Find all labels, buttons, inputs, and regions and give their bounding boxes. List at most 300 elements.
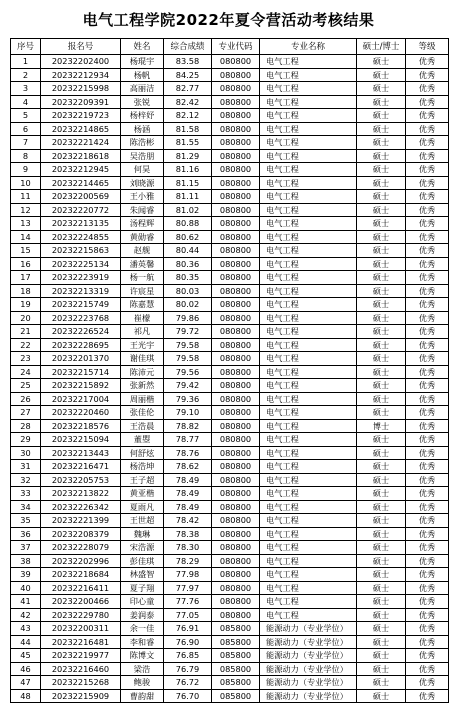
row-number-cell: 35 xyxy=(11,514,41,528)
score-cell: 78.62 xyxy=(164,460,212,474)
table-row xyxy=(11,406,449,420)
table-row xyxy=(11,176,449,190)
column-header: 报名号 xyxy=(41,39,121,55)
score-cell: 78.49 xyxy=(164,500,212,514)
name-cell: 鲍骏 xyxy=(121,676,164,690)
name-cell: 祁凡 xyxy=(121,325,164,339)
major-name-cell: 电气工程 xyxy=(260,392,357,406)
major-code-cell: 080800 xyxy=(212,217,260,231)
degree-cell: 硕士 xyxy=(357,257,406,271)
major-name-cell: 电气工程 xyxy=(260,406,357,420)
table-row xyxy=(11,446,449,460)
score-cell: 78.76 xyxy=(164,446,212,460)
name-cell: 彭佳琪 xyxy=(121,554,164,568)
major-code-cell: 080800 xyxy=(212,271,260,285)
table-row xyxy=(11,244,449,258)
table-header-row xyxy=(11,39,449,55)
score-cell: 81.15 xyxy=(164,176,212,190)
registration-number-cell: 20232225134 xyxy=(41,257,121,271)
registration-number-cell: 20232212945 xyxy=(41,163,121,177)
major-code-cell: 080800 xyxy=(212,176,260,190)
score-cell: 79.56 xyxy=(164,365,212,379)
row-number-cell: 25 xyxy=(11,379,41,393)
major-code-cell: 085800 xyxy=(212,676,260,690)
major-name-cell: 电气工程 xyxy=(260,230,357,244)
major-name-cell: 电气工程 xyxy=(260,446,357,460)
score-cell: 76.72 xyxy=(164,676,212,690)
major-code-cell: 080800 xyxy=(212,473,260,487)
major-code-cell: 080800 xyxy=(212,581,260,595)
grade-cell: 优秀 xyxy=(406,298,449,312)
major-code-cell: 080800 xyxy=(212,338,260,352)
name-cell: 夏雨凡 xyxy=(121,500,164,514)
name-cell: 陈博文 xyxy=(121,649,164,663)
name-cell: 王浩晨 xyxy=(121,419,164,433)
row-number-cell: 4 xyxy=(11,95,41,109)
registration-number-cell: 20232215892 xyxy=(41,379,121,393)
registration-number-cell: 20232205753 xyxy=(41,473,121,487)
registration-number-cell: 20232217004 xyxy=(41,392,121,406)
major-name-cell: 电气工程 xyxy=(260,257,357,271)
grade-cell: 优秀 xyxy=(406,284,449,298)
score-cell: 79.72 xyxy=(164,325,212,339)
table-row xyxy=(11,514,449,528)
grade-cell: 优秀 xyxy=(406,392,449,406)
major-name-cell: 能源动力（专业学位） xyxy=(260,622,357,636)
grade-cell: 优秀 xyxy=(406,487,449,501)
row-number-cell: 44 xyxy=(11,635,41,649)
grade-cell: 优秀 xyxy=(406,662,449,676)
major-code-cell: 080800 xyxy=(212,527,260,541)
major-name-cell: 电气工程 xyxy=(260,325,357,339)
score-cell: 81.16 xyxy=(164,163,212,177)
score-cell: 78.77 xyxy=(164,433,212,447)
major-name-cell: 电气工程 xyxy=(260,217,357,231)
major-name-cell: 电气工程 xyxy=(260,608,357,622)
registration-number-cell: 20232215749 xyxy=(41,298,121,312)
column-header: 硕士/博士 xyxy=(357,39,406,55)
table-row xyxy=(11,433,449,447)
table-row xyxy=(11,352,449,366)
grade-cell: 优秀 xyxy=(406,325,449,339)
score-cell: 79.42 xyxy=(164,379,212,393)
major-code-cell: 085800 xyxy=(212,635,260,649)
row-number-cell: 18 xyxy=(11,284,41,298)
major-name-cell: 电气工程 xyxy=(260,473,357,487)
table-row xyxy=(11,554,449,568)
degree-cell: 硕士 xyxy=(357,311,406,325)
table-row xyxy=(11,190,449,204)
score-cell: 82.77 xyxy=(164,82,212,96)
major-name-cell: 电气工程 xyxy=(260,338,357,352)
grade-cell: 优秀 xyxy=(406,446,449,460)
major-name-cell: 电气工程 xyxy=(260,109,357,123)
grade-cell: 优秀 xyxy=(406,55,449,69)
degree-cell: 博士 xyxy=(357,419,406,433)
major-name-cell: 电气工程 xyxy=(260,352,357,366)
table-row xyxy=(11,527,449,541)
major-code-cell: 080800 xyxy=(212,257,260,271)
score-cell: 76.91 xyxy=(164,622,212,636)
table-row xyxy=(11,149,449,163)
name-cell: 夏子翔 xyxy=(121,581,164,595)
registration-number-cell: 20232221424 xyxy=(41,136,121,150)
degree-cell: 硕士 xyxy=(357,55,406,69)
degree-cell: 硕士 xyxy=(357,500,406,514)
major-code-cell: 085800 xyxy=(212,689,260,703)
name-cell: 曹韵甜 xyxy=(121,689,164,703)
score-cell: 81.58 xyxy=(164,122,212,136)
major-code-cell: 080800 xyxy=(212,203,260,217)
registration-number-cell: 20232209391 xyxy=(41,95,121,109)
table-row xyxy=(11,419,449,433)
major-code-cell: 080800 xyxy=(212,595,260,609)
table-row xyxy=(11,338,449,352)
table-row xyxy=(11,95,449,109)
score-cell: 82.12 xyxy=(164,109,212,123)
registration-number-cell: 20232229780 xyxy=(41,608,121,622)
grade-cell: 优秀 xyxy=(406,311,449,325)
score-cell: 80.62 xyxy=(164,230,212,244)
degree-cell: 硕士 xyxy=(357,622,406,636)
major-name-cell: 能源动力（专业学位） xyxy=(260,635,357,649)
major-code-cell: 080800 xyxy=(212,514,260,528)
registration-number-cell: 20232218684 xyxy=(41,568,121,582)
row-number-cell: 36 xyxy=(11,527,41,541)
row-number-cell: 22 xyxy=(11,338,41,352)
degree-cell: 硕士 xyxy=(357,689,406,703)
major-code-cell: 080800 xyxy=(212,352,260,366)
degree-cell: 硕士 xyxy=(357,244,406,258)
major-name-cell: 电气工程 xyxy=(260,95,357,109)
table-row xyxy=(11,487,449,501)
grade-cell: 优秀 xyxy=(406,230,449,244)
degree-cell: 硕士 xyxy=(357,325,406,339)
registration-number-cell: 20232215998 xyxy=(41,82,121,96)
registration-number-cell: 20232215714 xyxy=(41,365,121,379)
degree-cell: 硕士 xyxy=(357,379,406,393)
row-number-cell: 20 xyxy=(11,311,41,325)
table-row xyxy=(11,68,449,82)
registration-number-cell: 20232228695 xyxy=(41,338,121,352)
degree-cell: 硕士 xyxy=(357,95,406,109)
major-code-cell: 080800 xyxy=(212,244,260,258)
name-cell: 杨梓妤 xyxy=(121,109,164,123)
degree-cell: 硕士 xyxy=(357,149,406,163)
name-cell: 张佳伦 xyxy=(121,406,164,420)
row-number-cell: 6 xyxy=(11,122,41,136)
registration-number-cell: 20232219977 xyxy=(41,649,121,663)
name-cell: 陈沛元 xyxy=(121,365,164,379)
name-cell: 潘英馨 xyxy=(121,257,164,271)
name-cell: 许宸星 xyxy=(121,284,164,298)
registration-number-cell: 20232220772 xyxy=(41,203,121,217)
column-header: 等级 xyxy=(406,39,449,55)
grade-cell: 优秀 xyxy=(406,635,449,649)
grade-cell: 优秀 xyxy=(406,244,449,258)
name-cell: 王小雅 xyxy=(121,190,164,204)
registration-number-cell: 20232223919 xyxy=(41,271,121,285)
major-name-cell: 能源动力（专业学位） xyxy=(260,662,357,676)
degree-cell: 硕士 xyxy=(357,392,406,406)
table-row xyxy=(11,460,449,474)
name-cell: 杨一航 xyxy=(121,271,164,285)
grade-cell: 优秀 xyxy=(406,514,449,528)
grade-cell: 优秀 xyxy=(406,608,449,622)
major-code-cell: 080800 xyxy=(212,163,260,177)
table-row xyxy=(11,230,449,244)
row-number-cell: 13 xyxy=(11,217,41,231)
grade-cell: 优秀 xyxy=(406,500,449,514)
major-name-cell: 电气工程 xyxy=(260,55,357,69)
score-cell: 81.11 xyxy=(164,190,212,204)
degree-cell: 硕士 xyxy=(357,676,406,690)
row-number-cell: 31 xyxy=(11,460,41,474)
name-cell: 黄亚楷 xyxy=(121,487,164,501)
major-code-cell: 080800 xyxy=(212,325,260,339)
major-name-cell: 电气工程 xyxy=(260,149,357,163)
grade-cell: 优秀 xyxy=(406,190,449,204)
row-number-cell: 8 xyxy=(11,149,41,163)
score-cell: 82.42 xyxy=(164,95,212,109)
major-name-cell: 电气工程 xyxy=(260,581,357,595)
registration-number-cell: 20232213135 xyxy=(41,217,121,231)
grade-cell: 优秀 xyxy=(406,689,449,703)
major-code-cell: 080800 xyxy=(212,433,260,447)
table-row xyxy=(11,635,449,649)
row-number-cell: 43 xyxy=(11,622,41,636)
name-cell: 张锐 xyxy=(121,95,164,109)
degree-cell: 硕士 xyxy=(357,109,406,123)
row-number-cell: 19 xyxy=(11,298,41,312)
row-number-cell: 16 xyxy=(11,257,41,271)
row-number-cell: 21 xyxy=(11,325,41,339)
row-number-cell: 45 xyxy=(11,649,41,663)
table-row xyxy=(11,257,449,271)
degree-cell: 硕士 xyxy=(357,460,406,474)
score-cell: 79.58 xyxy=(164,338,212,352)
table-row xyxy=(11,365,449,379)
table-row xyxy=(11,595,449,609)
name-cell: 何昊 xyxy=(121,163,164,177)
row-number-cell: 17 xyxy=(11,271,41,285)
row-number-cell: 39 xyxy=(11,568,41,582)
registration-number-cell: 20232200466 xyxy=(41,595,121,609)
table-row xyxy=(11,109,449,123)
major-name-cell: 电气工程 xyxy=(260,244,357,258)
name-cell: 董曌 xyxy=(121,433,164,447)
major-code-cell: 080800 xyxy=(212,190,260,204)
table-row xyxy=(11,271,449,285)
name-cell: 王子超 xyxy=(121,473,164,487)
grade-cell: 优秀 xyxy=(406,338,449,352)
major-code-cell: 080800 xyxy=(212,68,260,82)
table-row xyxy=(11,500,449,514)
registration-number-cell: 20232226342 xyxy=(41,500,121,514)
grade-cell: 优秀 xyxy=(406,568,449,582)
major-code-cell: 080800 xyxy=(212,230,260,244)
registration-number-cell: 20232216471 xyxy=(41,460,121,474)
degree-cell: 硕士 xyxy=(357,595,406,609)
grade-cell: 优秀 xyxy=(406,554,449,568)
score-cell: 77.97 xyxy=(164,581,212,595)
row-number-cell: 24 xyxy=(11,365,41,379)
row-number-cell: 9 xyxy=(11,163,41,177)
degree-cell: 硕士 xyxy=(357,406,406,420)
degree-cell: 硕士 xyxy=(357,190,406,204)
table-row xyxy=(11,163,449,177)
major-name-cell: 电气工程 xyxy=(260,136,357,150)
table-row xyxy=(11,541,449,555)
registration-number-cell: 20232224855 xyxy=(41,230,121,244)
grade-cell: 优秀 xyxy=(406,473,449,487)
degree-cell: 硕士 xyxy=(357,203,406,217)
grade-cell: 优秀 xyxy=(406,149,449,163)
name-cell: 王光宇 xyxy=(121,338,164,352)
major-name-cell: 电气工程 xyxy=(260,122,357,136)
major-code-cell: 080800 xyxy=(212,554,260,568)
grade-cell: 优秀 xyxy=(406,541,449,555)
major-name-cell: 电气工程 xyxy=(260,190,357,204)
grade-cell: 优秀 xyxy=(406,433,449,447)
registration-number-cell: 20232228079 xyxy=(41,541,121,555)
degree-cell: 硕士 xyxy=(357,284,406,298)
degree-cell: 硕士 xyxy=(357,136,406,150)
table-row xyxy=(11,55,449,69)
major-code-cell: 080800 xyxy=(212,392,260,406)
major-name-cell: 电气工程 xyxy=(260,203,357,217)
registration-number-cell: 20232216411 xyxy=(41,581,121,595)
major-name-cell: 电气工程 xyxy=(260,284,357,298)
registration-number-cell: 20232215268 xyxy=(41,676,121,690)
row-number-cell: 1 xyxy=(11,55,41,69)
major-code-cell: 080800 xyxy=(212,568,260,582)
degree-cell: 硕士 xyxy=(357,298,406,312)
table-row xyxy=(11,649,449,663)
degree-cell: 硕士 xyxy=(357,662,406,676)
row-number-cell: 37 xyxy=(11,541,41,555)
major-name-cell: 电气工程 xyxy=(260,568,357,582)
name-cell: 杨琨宇 xyxy=(121,55,164,69)
major-code-cell: 080800 xyxy=(212,95,260,109)
score-cell: 77.98 xyxy=(164,568,212,582)
row-number-cell: 48 xyxy=(11,689,41,703)
registration-number-cell: 20232213443 xyxy=(41,446,121,460)
major-name-cell: 能源动力（专业学位） xyxy=(260,649,357,663)
registration-number-cell: 20232220460 xyxy=(41,406,121,420)
score-cell: 77.05 xyxy=(164,608,212,622)
table-row xyxy=(11,311,449,325)
registration-number-cell: 20232202996 xyxy=(41,554,121,568)
registration-number-cell: 20232200569 xyxy=(41,190,121,204)
name-cell: 印心童 xyxy=(121,595,164,609)
name-cell: 朱闻睿 xyxy=(121,203,164,217)
major-code-cell: 080800 xyxy=(212,500,260,514)
score-cell: 80.03 xyxy=(164,284,212,298)
major-name-cell: 电气工程 xyxy=(260,271,357,285)
grade-cell: 优秀 xyxy=(406,460,449,474)
column-header: 综合成绩 xyxy=(164,39,212,55)
major-code-cell: 085800 xyxy=(212,622,260,636)
row-number-cell: 47 xyxy=(11,676,41,690)
major-code-cell: 080800 xyxy=(212,122,260,136)
table-row xyxy=(11,217,449,231)
table-row xyxy=(11,676,449,690)
name-cell: 谢佳琪 xyxy=(121,352,164,366)
grade-cell: 优秀 xyxy=(406,163,449,177)
grade-cell: 优秀 xyxy=(406,595,449,609)
row-number-cell: 27 xyxy=(11,406,41,420)
table-row xyxy=(11,298,449,312)
major-name-cell: 能源动力（专业学位） xyxy=(260,676,357,690)
grade-cell: 优秀 xyxy=(406,82,449,96)
registration-number-cell: 20232218576 xyxy=(41,419,121,433)
major-name-cell: 电气工程 xyxy=(260,379,357,393)
degree-cell: 硕士 xyxy=(357,514,406,528)
name-cell: 陈浩彬 xyxy=(121,136,164,150)
major-name-cell: 电气工程 xyxy=(260,514,357,528)
score-cell: 76.90 xyxy=(164,635,212,649)
registration-number-cell: 20232221399 xyxy=(41,514,121,528)
score-cell: 78.38 xyxy=(164,527,212,541)
name-cell: 杨帆 xyxy=(121,68,164,82)
degree-cell: 硕士 xyxy=(357,554,406,568)
table-row xyxy=(11,473,449,487)
row-number-cell: 5 xyxy=(11,109,41,123)
registration-number-cell: 20232215094 xyxy=(41,433,121,447)
name-cell: 刘晓源 xyxy=(121,176,164,190)
degree-cell: 硕士 xyxy=(357,163,406,177)
grade-cell: 优秀 xyxy=(406,257,449,271)
column-header: 专业代码 xyxy=(212,39,260,55)
row-number-cell: 40 xyxy=(11,581,41,595)
score-cell: 78.82 xyxy=(164,419,212,433)
table-row xyxy=(11,284,449,298)
grade-cell: 优秀 xyxy=(406,352,449,366)
major-name-cell: 电气工程 xyxy=(260,365,357,379)
score-cell: 79.10 xyxy=(164,406,212,420)
column-header: 专业名称 xyxy=(260,39,357,55)
score-cell: 80.44 xyxy=(164,244,212,258)
degree-cell: 硕士 xyxy=(357,581,406,595)
table-row xyxy=(11,581,449,595)
row-number-cell: 30 xyxy=(11,446,41,460)
degree-cell: 硕士 xyxy=(357,338,406,352)
registration-number-cell: 20232200311 xyxy=(41,622,121,636)
name-cell: 周丽楷 xyxy=(121,392,164,406)
name-cell: 李和睿 xyxy=(121,635,164,649)
degree-cell: 硕士 xyxy=(357,217,406,231)
major-name-cell: 电气工程 xyxy=(260,527,357,541)
name-cell: 陈嘉慧 xyxy=(121,298,164,312)
table-row xyxy=(11,122,449,136)
grade-cell: 优秀 xyxy=(406,136,449,150)
name-cell: 高丽洁 xyxy=(121,82,164,96)
grade-cell: 优秀 xyxy=(406,176,449,190)
row-number-cell: 28 xyxy=(11,419,41,433)
score-cell: 76.79 xyxy=(164,662,212,676)
registration-number-cell: 20232218618 xyxy=(41,149,121,163)
degree-cell: 硕士 xyxy=(357,568,406,582)
major-code-cell: 080800 xyxy=(212,460,260,474)
degree-cell: 硕士 xyxy=(357,352,406,366)
major-code-cell: 080800 xyxy=(212,541,260,555)
row-number-cell: 23 xyxy=(11,352,41,366)
column-header: 姓名 xyxy=(121,39,164,55)
major-code-cell: 080800 xyxy=(212,55,260,69)
degree-cell: 硕士 xyxy=(357,473,406,487)
score-cell: 78.49 xyxy=(164,473,212,487)
